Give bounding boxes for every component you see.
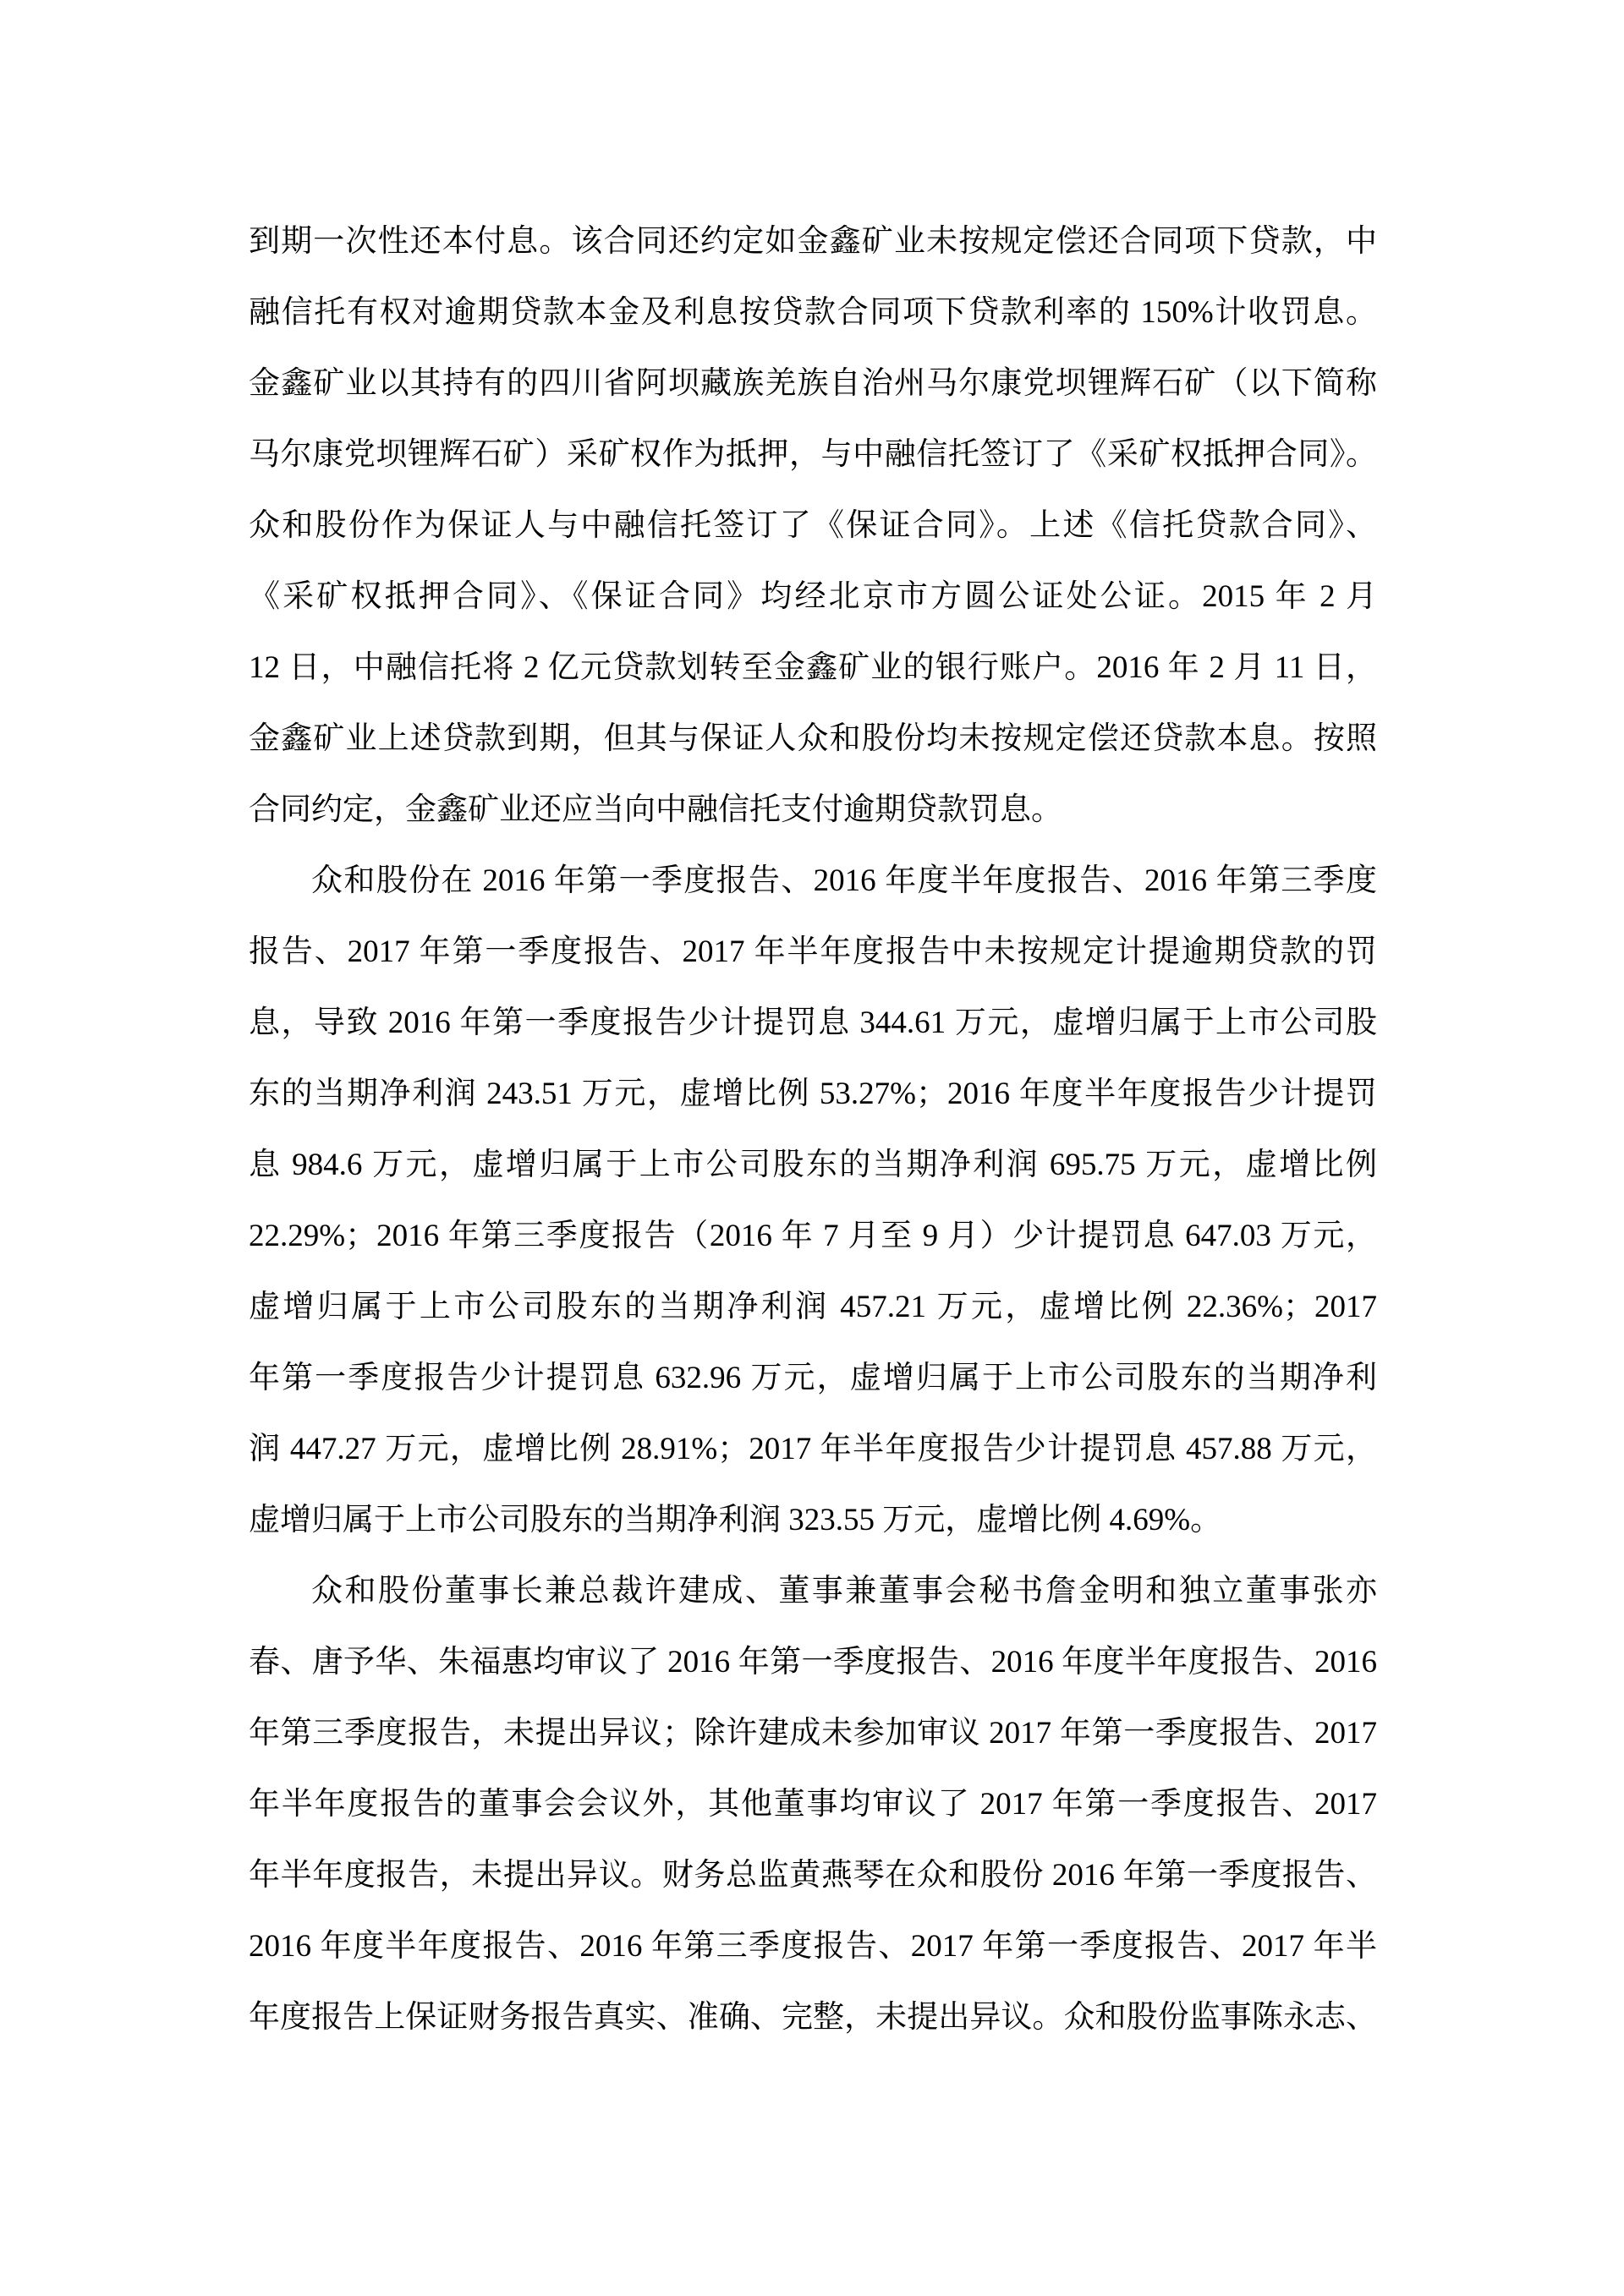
- text-line: 金鑫矿业以其持有的四川省阿坝藏族羌族自治州马尔康党坝锂辉石矿（以下简称: [249, 366, 1377, 401]
- text-line: 22.29%；2016 年第三季度报告（2016 年 7 月至 9 月）少计提罚息 647.03 万元，: [249, 1219, 1377, 1253]
- text-line: 金鑫矿业上述贷款到期，但其与保证人众和股份均未按规定偿还贷款本息。按照: [249, 721, 1377, 756]
- text-line: 虚增归属于上市公司股东的当期净利润 457.21 万元，虚增比例 22.36%；2017: [249, 1290, 1377, 1324]
- text-line: 马尔康党坝锂辉石矿）采矿权作为抵押，与中融信托签订了《采矿权抵押合同》。: [249, 437, 1377, 472]
- text-line: 东的当期净利润 243.51 万元，虚增比例 53.27%；2016 年度半年度报告少计提罚: [249, 1077, 1377, 1111]
- text-line: 润 447.27 万元，虚增比例 28.91%；2017 年半年度报告少计提罚息 457.88 万元，: [249, 1432, 1377, 1466]
- text-line: 虚增归属于上市公司股东的当期净利润 323.55 万元，虚增比例 4.69%。: [249, 1503, 1222, 1537]
- text-line: 春、唐予华、朱福惠均审议了 2016 年第一季度报告、2016 年度半年度报告、2016: [249, 1645, 1377, 1680]
- text-line: 合同约定，金鑫矿业还应当向中融信托支付逾期贷款罚息。: [249, 792, 1062, 827]
- text-line: 息，导致 2016 年第一季度报告少计提罚息 344.61 万元，虚增归属于上市公司股: [249, 1006, 1377, 1040]
- text-line: 年度报告上保证财务报告真实、准确、完整，未提出异议。众和股份监事陈永志、: [249, 2000, 1377, 2035]
- text-line: 到期一次性还本付息。该合同还约定如金鑫矿业未按规定偿还合同项下贷款，中: [249, 224, 1377, 259]
- text-line: 融信托有权对逾期贷款本金及利息按贷款合同项下贷款利率的 150%计收罚息。: [249, 295, 1377, 330]
- text-line: 年半年度报告，未提出异议。财务总监黄燕琴在众和股份 2016 年第一季度报告、: [249, 1858, 1377, 1893]
- text-line: 众和股份在 2016 年第一季度报告、2016 年度半年度报告、2016 年第三季度: [311, 863, 1377, 898]
- text-line: 年半年度报告的董事会会议外，其他董事均审议了 2017 年第一季度报告、2017: [249, 1787, 1377, 1822]
- text-line: 众和股份董事长兼总裁许建成、董事兼董事会秘书詹金明和独立董事张亦: [311, 1574, 1377, 1608]
- text-line: 12 日，中融信托将 2 亿元贷款划转至金鑫矿业的银行账户。2016 年 2 月 11 日，: [249, 650, 1377, 685]
- text-line: 息 984.6 万元，虚增归属于上市公司股东的当期净利润 695.75 万元，虚增比例: [249, 1148, 1377, 1182]
- text-block: [249, 206, 1377, 2053]
- text-line: 2016 年度半年度报告、2016 年第三季度报告、2017 年第一季度报告、2017 年半: [249, 1929, 1377, 1964]
- text-line: 年第三季度报告，未提出异议；除许建成未参加审议 2017 年第一季度报告、2017: [249, 1716, 1377, 1751]
- text-line: 年第一季度报告少计提罚息 632.96 万元，虚增归属于上市公司股东的当期净利: [249, 1361, 1377, 1395]
- text-line: 报告、2017 年第一季度报告、2017 年半年度报告中未按规定计提逾期贷款的罚: [249, 934, 1377, 969]
- text-line: 《采矿权抵押合同》、《保证合同》均经北京市方圆公证处公证。2015 年 2 月: [249, 579, 1377, 614]
- text-line: 众和股份作为保证人与中融信托签订了《保证合同》。上述《信托贷款合同》、: [249, 508, 1377, 543]
